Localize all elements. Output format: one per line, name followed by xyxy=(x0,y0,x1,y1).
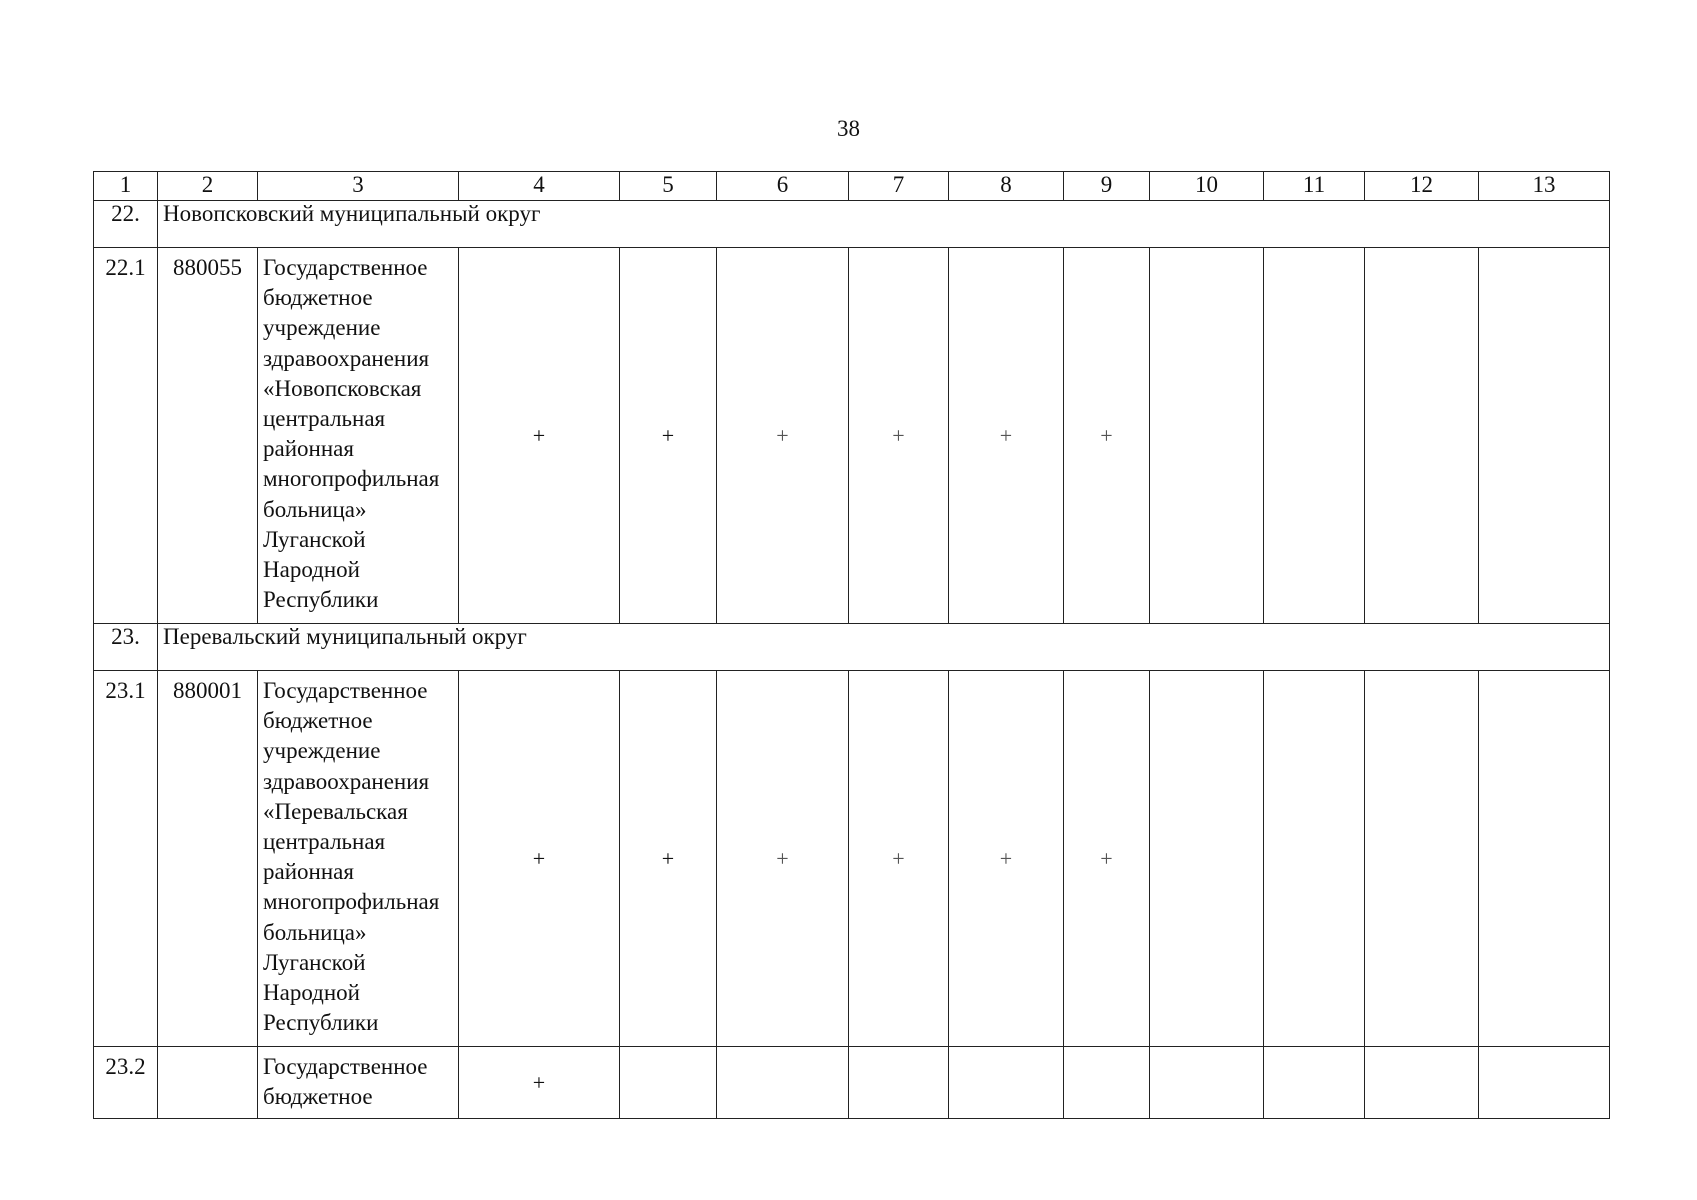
column-header: 1 xyxy=(94,172,158,201)
mark-cell xyxy=(459,248,620,624)
plus-mark: + xyxy=(532,845,546,871)
plus-mark: + xyxy=(661,845,675,871)
row-number: 22.1 xyxy=(94,248,158,624)
mark-cell xyxy=(1064,248,1150,624)
column-header: 8 xyxy=(949,172,1064,201)
section-title: Новопсковский муниципальный округ xyxy=(158,201,1610,248)
mark-cell xyxy=(1264,1047,1365,1119)
organization-name-line: многопрофильная xyxy=(263,889,440,915)
mark-cell xyxy=(949,248,1064,624)
mark-cell xyxy=(1479,671,1610,1047)
organization-name-line: многопрофильная xyxy=(263,466,440,492)
section-number: 23. xyxy=(94,624,158,671)
mark-cell xyxy=(1479,1047,1610,1119)
plus-mark: + xyxy=(892,422,905,448)
organization-name-line: больница» xyxy=(263,496,367,522)
organization-name-line: «Перевальская xyxy=(263,798,408,824)
row-number: 23.2 xyxy=(94,1047,158,1119)
section-row xyxy=(94,624,1610,671)
organization-name xyxy=(258,248,459,624)
mark-cell xyxy=(949,1047,1064,1119)
organization-name-line: больница» xyxy=(263,919,367,945)
mark-cell xyxy=(717,248,849,624)
mark-cell xyxy=(620,1047,717,1119)
organization-name-line: бюджетное xyxy=(263,708,373,734)
mark-cell xyxy=(1365,671,1479,1047)
plus-mark: + xyxy=(532,422,546,448)
table-row xyxy=(94,1047,1610,1119)
mark-cell xyxy=(1479,248,1610,624)
organization-name-line: учреждение xyxy=(263,738,381,764)
organization-name-line: центральная xyxy=(263,406,386,432)
row-code: 880055 xyxy=(158,248,258,624)
mark-cell xyxy=(459,671,620,1047)
mark-cell xyxy=(1365,1047,1479,1119)
organization-name-line: здравоохранения xyxy=(263,345,430,371)
section-number: 22. xyxy=(94,201,158,248)
organization-name xyxy=(258,671,459,1047)
column-header: 10 xyxy=(1150,172,1264,201)
mark-cell xyxy=(849,248,949,624)
organization-name-line: Государственное xyxy=(263,255,428,280)
column-header: 13 xyxy=(1479,172,1610,201)
mark-cell xyxy=(949,671,1064,1047)
plus-mark: + xyxy=(776,845,789,871)
column-header: 12 xyxy=(1365,172,1479,201)
plus-mark: + xyxy=(776,422,789,448)
mark-cell xyxy=(717,1047,849,1119)
organization-name-line: Народной xyxy=(263,557,360,583)
organization-name-line: бюджетное xyxy=(263,285,373,311)
row-code xyxy=(158,1047,258,1119)
organization-name-line: бюджетное xyxy=(263,1084,373,1110)
mark-cell xyxy=(459,1047,620,1119)
mark-cell xyxy=(849,671,949,1047)
organization-name-line: районная xyxy=(263,436,354,462)
mark-cell xyxy=(1150,671,1264,1047)
mark-cell xyxy=(1150,248,1264,624)
organization-name-line: Государственное xyxy=(263,1054,428,1079)
mark-cell xyxy=(1150,1047,1264,1119)
column-header: 2 xyxy=(158,172,258,201)
mark-cell xyxy=(717,671,849,1047)
column-header-row xyxy=(94,172,1610,201)
mark-cell xyxy=(620,248,717,624)
organization-name-line: Республики xyxy=(263,587,379,613)
plus-mark: + xyxy=(1100,422,1113,448)
plus-mark: + xyxy=(892,845,905,871)
section-title: Перевальский муниципальный округ xyxy=(158,624,1610,671)
table-row xyxy=(94,248,1610,624)
section-row xyxy=(94,201,1610,248)
page-number: 38 xyxy=(837,116,860,141)
organization-name-line: здравоохранения xyxy=(263,768,430,794)
mark-cell xyxy=(1365,248,1479,624)
plus-mark: + xyxy=(661,422,675,448)
organization-name-line: районная xyxy=(263,859,354,885)
organization-name-line: Луганской xyxy=(263,949,366,975)
column-header: 6 xyxy=(717,172,849,201)
mark-cell xyxy=(1264,671,1365,1047)
mark-cell xyxy=(1064,1047,1150,1119)
data-table xyxy=(93,171,1610,1119)
mark-cell xyxy=(849,1047,949,1119)
plus-mark: + xyxy=(532,1069,546,1095)
plus-mark: + xyxy=(1100,845,1113,871)
column-header: 3 xyxy=(258,172,459,201)
organization-name-line: Государственное xyxy=(263,678,428,703)
organization-name-line: «Новопсковская xyxy=(263,375,422,401)
mark-cell xyxy=(620,671,717,1047)
column-header: 4 xyxy=(459,172,620,201)
plus-mark: + xyxy=(999,422,1013,448)
organization-name-line: центральная xyxy=(263,829,386,855)
column-header: 5 xyxy=(620,172,717,201)
organization-name xyxy=(258,1047,459,1119)
mark-cell xyxy=(1064,671,1150,1047)
organization-name-line: Луганской xyxy=(263,526,366,552)
table-row xyxy=(94,671,1610,1047)
organization-name-line: учреждение xyxy=(263,315,381,341)
plus-mark: + xyxy=(999,845,1013,871)
column-header: 9 xyxy=(1064,172,1150,201)
row-code: 880001 xyxy=(158,671,258,1047)
mark-cell xyxy=(1264,248,1365,624)
row-number: 23.1 xyxy=(94,671,158,1047)
organization-name-line: Республики xyxy=(263,1010,379,1036)
column-header: 7 xyxy=(849,172,949,201)
organization-name-line: Народной xyxy=(263,980,360,1006)
column-header: 11 xyxy=(1264,172,1365,201)
